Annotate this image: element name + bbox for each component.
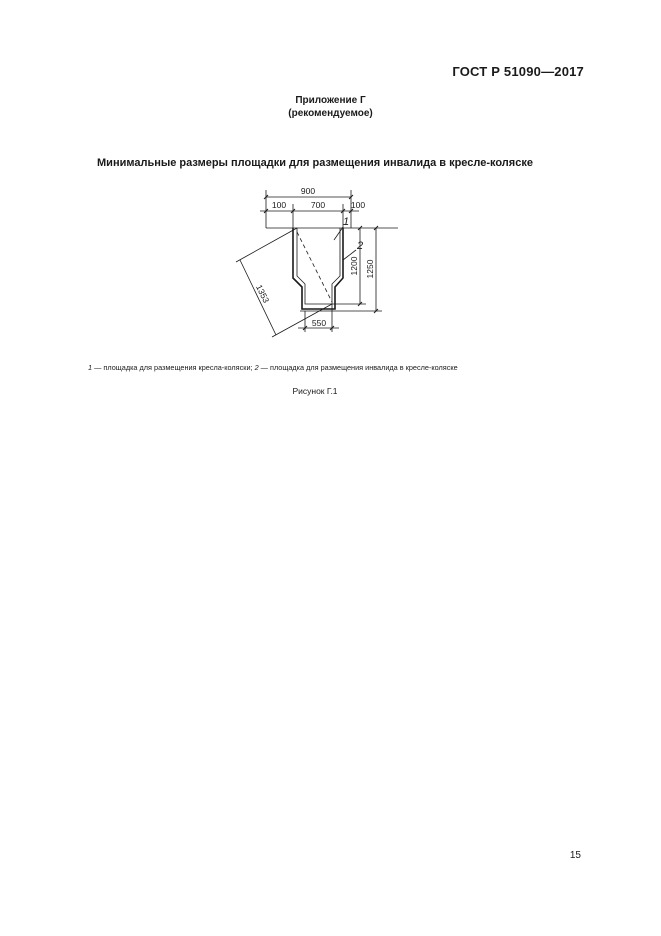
- dim-900: 900: [300, 186, 316, 196]
- page-number: 15: [569, 850, 581, 861]
- platform-drawing: [230, 180, 410, 340]
- section-title: Минимальные размеры площадки для размещения инвалида в кресле-коляске: [97, 157, 533, 169]
- dim-1200: 1200: [349, 256, 359, 276]
- ext-line-1353-top: [236, 228, 297, 262]
- dim-700: 700: [310, 200, 326, 210]
- leader-1: [334, 227, 343, 240]
- legend-text-1: — площадка для размещения кресла-коляски;: [92, 363, 255, 372]
- callout-1: 1: [343, 216, 350, 228]
- figure-legend: [88, 363, 458, 372]
- appendix-status: (рекомендуемое): [288, 108, 373, 119]
- dim-100-right: 100: [350, 200, 366, 210]
- legend-num-1: 1: [88, 363, 93, 372]
- standard-number: ГОСТ Р 51090—2017: [452, 64, 584, 79]
- figure-caption: Рисунок Г.1: [292, 386, 338, 396]
- legend-text-2: — площадка для размещения инвалида в кресле-коляске: [258, 363, 458, 372]
- dim-1250: 1250: [365, 259, 375, 279]
- legend-num-2: 2: [254, 363, 259, 372]
- callout-2: 2: [357, 240, 364, 252]
- dim-1353: 1353: [254, 282, 272, 305]
- dim-100-left: 100: [271, 200, 287, 210]
- appendix-title: Приложение Г: [295, 95, 366, 106]
- platform-outline-1: [297, 228, 340, 304]
- platform-drawing-svg: [230, 180, 410, 340]
- dim-550: 550: [311, 318, 327, 328]
- platform-outline-2: [293, 228, 343, 309]
